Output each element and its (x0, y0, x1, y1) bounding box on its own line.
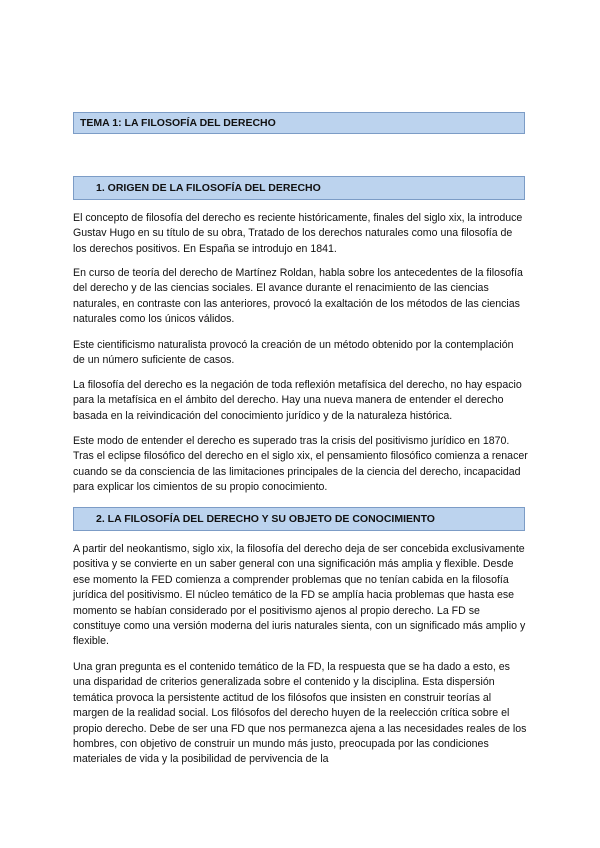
section-2-heading-box (73, 507, 525, 531)
section-1-heading-box (73, 176, 525, 200)
section-1-heading: 1. ORIGEN DE LA FILOSOFÍA DEL DERECHO (96, 182, 321, 194)
paragraph-7: Una gran pregunta es el contenido temático de la FD, la respuesta que se ha dado a esto, es una disparidad de criterios generalizada sobre el contenido y la disciplina. Esta dispersión temática provoca la persistente actitud de los filósofos que insisten en construir teorías al margen de la realidad social. Los filósofos del derecho huyen de la reelección crítica sobre el propio derecho. Debe de ser una FD que nos permanezca ajena a las necesidades reales de los hombres, con objetivo de construir un mundo más justo, preocupada por las condiciones materiales de vida y la posibilidad de pervivencia de la (73, 661, 527, 766)
paragraph-1: El concepto de filosofía del derecho es reciente históricamente, finales del siglo xix, la introduce Gustav Hugo en su título de su obra, Tratado de los derechos naturales como una filosofía de los derechos positivos. En España se introdujo en 1841. (73, 212, 523, 255)
paragraph-4: La filosofía del derecho es la negación de toda reflexión metafísica del derecho, no hay espacio para la metafísica en el ámbito del derecho. Hay una nueva manera de entender el derecho basada en la reivindicación del conocimiento jurídico y de la naturaleza histórica. (73, 379, 522, 422)
paragraph-5: Este modo de entender el derecho es superado tras la crisis del positivismo jurídico en 1870. Tras el eclipse filosófico del derecho en el siglo xix, el pensamiento filosófico comienza a renacer cuando se da consciencia de las limitaciones principales de la ciencia del derecho, incapacidad para explicar los cimientos de su propio conocimiento. (73, 435, 528, 494)
topic-title-box (73, 112, 525, 134)
paragraph-3: Este cientificismo naturalista provocó la creación de un método obtenido por la contemplación de un número suficiente de casos. (73, 339, 514, 367)
topic-title: TEMA 1: LA FILOSOFÍA DEL DERECHO (80, 117, 276, 129)
section-2-heading: 2. LA FILOSOFÍA DEL DERECHO Y SU OBJETO DE CONOCIMIENTO (96, 513, 435, 525)
paragraph-2: En curso de teoría del derecho de Martínez Roldan, habla sobre los antecedentes de la filosofía del derecho y de las ciencias sociales. El avance durante el renacimiento de las ciencias naturales, en contraste con las anteriores, provocó la exaltación de los métodos de las ciencias naturales como los únicos válidos. (73, 267, 523, 326)
paragraph-6: A partir del neokantismo, siglo xix, la filosofía del derecho deja de ser concebida exclusivamente positiva y se convierte en un saber general con una significación más amplia y flexible. Desde ese momento la FED comienza a comprender problemas que no tenían cabida en la filosofía jurídica del positivismo. El núcleo temático de la FD se amplía hacia problemas que hasta ese momento se habían considerado por el positivismo ajenos al propio derecho. La FD se constituye como una versión moderna del iuris naturales sienta, con un significado más amplio y flexible. (73, 543, 526, 648)
